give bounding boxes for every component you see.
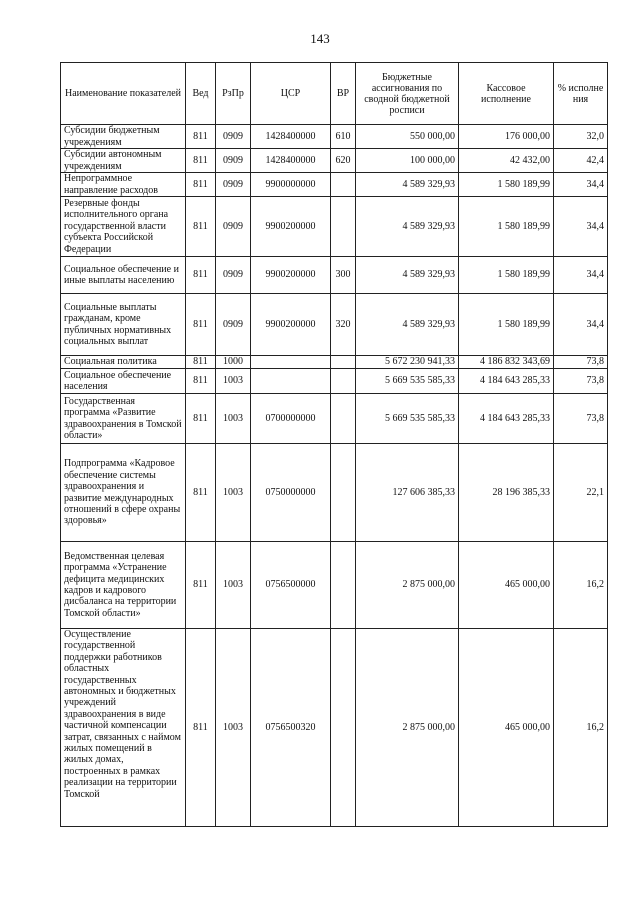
table-row <box>61 394 608 444</box>
row-name: Социальное обеспечение населения <box>61 369 186 394</box>
row-name: Ведомственная целевая программа «Устранение дефицита медицинских кадров и кадрового дисбаланса на территории Томской области» <box>61 542 186 629</box>
row-rzpr: 1003 <box>216 394 251 444</box>
row-cash-execution: 1 580 189,99 <box>459 257 554 294</box>
row-name: Социальное обеспечение и иные выплаты населению <box>61 257 186 294</box>
table-row <box>61 257 608 294</box>
table-row <box>61 542 608 629</box>
row-ved: 811 <box>186 356 216 369</box>
row-csr: 9900000000 <box>251 173 331 197</box>
row-cash-execution: 1 580 189,99 <box>459 173 554 197</box>
row-vr <box>331 542 356 629</box>
row-rzpr: 1000 <box>216 356 251 369</box>
row-vr <box>331 173 356 197</box>
row-rzpr: 0909 <box>216 149 251 173</box>
row-ved: 811 <box>186 125 216 149</box>
row-rzpr: 0909 <box>216 294 251 356</box>
row-name: Субсидии бюджетным учреждениям <box>61 125 186 149</box>
row-csr: 1428400000 <box>251 149 331 173</box>
row-name: Резервные фонды исполнительного органа государственной власти субъекта Российской Федерации <box>61 197 186 257</box>
header-ved: Вед <box>186 63 216 125</box>
row-rzpr: 0909 <box>216 173 251 197</box>
row-ved: 811 <box>186 369 216 394</box>
table-row <box>61 629 608 827</box>
row-rzpr: 0909 <box>216 125 251 149</box>
row-percent: 16,2 <box>554 542 608 629</box>
row-csr: 9900200000 <box>251 197 331 257</box>
row-vr <box>331 369 356 394</box>
row-rzpr: 0909 <box>216 197 251 257</box>
row-name: Подпрограмма «Кадровое обеспечение системы здравоохранения и развитие международных отношений в сфере охраны здоровья» <box>61 444 186 542</box>
row-ved: 811 <box>186 173 216 197</box>
row-assignments: 550 000,00 <box>356 125 459 149</box>
row-vr <box>331 629 356 827</box>
table-row <box>61 444 608 542</box>
row-rzpr: 1003 <box>216 629 251 827</box>
row-percent: 73,8 <box>554 394 608 444</box>
row-rzpr: 0909 <box>216 257 251 294</box>
table-row <box>61 356 608 369</box>
row-csr: 0756500000 <box>251 542 331 629</box>
row-ved: 811 <box>186 542 216 629</box>
row-assignments: 2 875 000,00 <box>356 542 459 629</box>
row-rzpr: 1003 <box>216 444 251 542</box>
row-csr: 9900200000 <box>251 294 331 356</box>
row-percent: 42,4 <box>554 149 608 173</box>
header-cash-execution: Кассовое исполнение <box>459 63 554 125</box>
row-cash-execution: 465 000,00 <box>459 629 554 827</box>
row-csr <box>251 369 331 394</box>
row-vr: 320 <box>331 294 356 356</box>
row-vr: 610 <box>331 125 356 149</box>
row-name: Осуществление государственной поддержки работников областных государственных автономных и бюджетных учреждений здравоохранения в виде частичной компенсации затрат, связанных с наймом жилых помещений в жилых домах, построенных в рамках реализации на территории Томской <box>61 629 186 827</box>
row-cash-execution: 465 000,00 <box>459 542 554 629</box>
row-ved: 811 <box>186 629 216 827</box>
row-assignments: 127 606 385,33 <box>356 444 459 542</box>
table-row <box>61 173 608 197</box>
row-percent: 34,4 <box>554 257 608 294</box>
row-cash-execution: 4 184 643 285,33 <box>459 394 554 444</box>
row-cash-execution: 176 000,00 <box>459 125 554 149</box>
row-assignments: 100 000,00 <box>356 149 459 173</box>
row-rzpr: 1003 <box>216 369 251 394</box>
row-vr <box>331 356 356 369</box>
row-cash-execution: 4 184 643 285,33 <box>459 369 554 394</box>
row-name: Социальные выплаты гражданам, кроме публичных нормативных социальных выплат <box>61 294 186 356</box>
row-assignments: 2 875 000,00 <box>356 629 459 827</box>
row-csr <box>251 356 331 369</box>
row-cash-execution: 42 432,00 <box>459 149 554 173</box>
row-ved: 811 <box>186 197 216 257</box>
row-cash-execution: 28 196 385,33 <box>459 444 554 542</box>
row-cash-execution: 1 580 189,99 <box>459 197 554 257</box>
row-assignments: 4 589 329,93 <box>356 197 459 257</box>
header-vr: ВР <box>331 63 356 125</box>
header-percent: % исполне ния <box>554 63 608 125</box>
row-name: Субсидии автономным учреждениям <box>61 149 186 173</box>
row-percent: 16,2 <box>554 629 608 827</box>
row-csr: 0700000000 <box>251 394 331 444</box>
row-percent: 34,4 <box>554 294 608 356</box>
row-csr: 1428400000 <box>251 125 331 149</box>
row-vr: 300 <box>331 257 356 294</box>
row-cash-execution: 1 580 189,99 <box>459 294 554 356</box>
header-csr: ЦСР <box>251 63 331 125</box>
page-number: 143 <box>310 31 330 46</box>
table-row <box>61 125 608 149</box>
row-vr <box>331 394 356 444</box>
row-name: Непрограммное направление расходов <box>61 173 186 197</box>
row-ved: 811 <box>186 394 216 444</box>
table-row <box>61 294 608 356</box>
row-name: Социальная политика <box>61 356 186 369</box>
row-percent: 32,0 <box>554 125 608 149</box>
row-assignments: 5 669 535 585,33 <box>356 394 459 444</box>
row-csr: 0756500320 <box>251 629 331 827</box>
header-name: Наименование показателей <box>61 63 186 125</box>
table-row <box>61 197 608 257</box>
row-csr: 9900200000 <box>251 257 331 294</box>
row-name: Государственная программа «Развитие здравоохранения в Томской области» <box>61 394 186 444</box>
row-vr: 620 <box>331 149 356 173</box>
row-ved: 811 <box>186 149 216 173</box>
row-ved: 811 <box>186 294 216 356</box>
row-csr: 0750000000 <box>251 444 331 542</box>
row-cash-execution: 4 186 832 343,69 <box>459 356 554 369</box>
table-row <box>61 369 608 394</box>
row-assignments: 5 669 535 585,33 <box>356 369 459 394</box>
row-percent: 34,4 <box>554 173 608 197</box>
row-vr <box>331 444 356 542</box>
row-assignments: 4 589 329,93 <box>356 173 459 197</box>
row-assignments: 4 589 329,93 <box>356 257 459 294</box>
row-rzpr: 1003 <box>216 542 251 629</box>
row-percent: 73,8 <box>554 356 608 369</box>
row-assignments: 4 589 329,93 <box>356 294 459 356</box>
row-vr <box>331 197 356 257</box>
budget-table <box>60 62 608 827</box>
table-header-row <box>61 63 608 125</box>
row-assignments: 5 672 230 941,33 <box>356 356 459 369</box>
row-ved: 811 <box>186 257 216 294</box>
row-ved: 811 <box>186 444 216 542</box>
row-percent: 73,8 <box>554 369 608 394</box>
header-rzpr: РзПр <box>216 63 251 125</box>
row-percent: 34,4 <box>554 197 608 257</box>
row-percent: 22,1 <box>554 444 608 542</box>
table-row <box>61 149 608 173</box>
header-assignments: Бюджетные ассигнования по сводной бюджетной росписи <box>356 63 459 125</box>
